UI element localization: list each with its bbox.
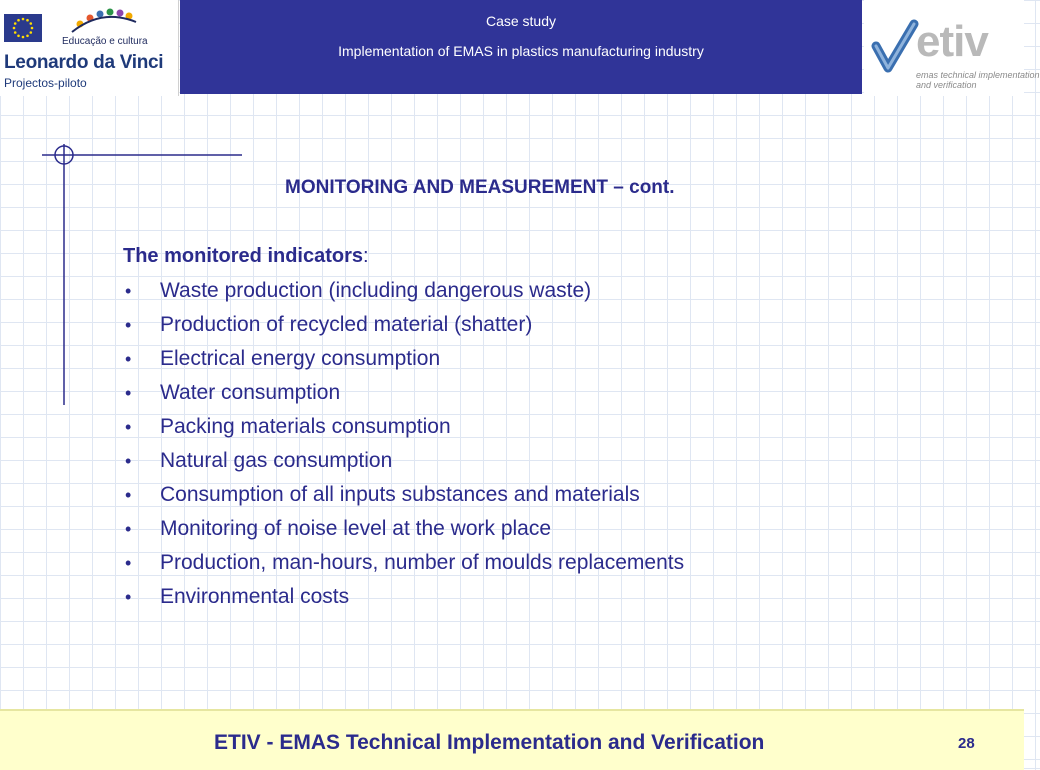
bullet-icon: • — [125, 587, 132, 607]
bullet-icon: • — [125, 383, 132, 403]
eu-flag-icon — [4, 14, 42, 42]
list-item-text: Production of recycled material (shatter) — [160, 313, 533, 336]
etiv-tagline-line2: and verification — [916, 80, 977, 90]
etiv-tagline-line1: emas technical implementation — [916, 70, 1040, 80]
list-item — [123, 447, 684, 481]
indicator-list — [123, 277, 684, 617]
list-item — [123, 379, 684, 413]
list-item-text: Electrical energy consumption — [160, 347, 441, 370]
indicators-heading-text: The monitored indicators — [123, 245, 364, 267]
indicators-heading-colon: : — [363, 245, 369, 267]
bullet-icon: • — [125, 553, 132, 573]
bullet-icon: • — [125, 349, 132, 369]
bullet-icon: • — [125, 451, 132, 471]
list-item-text: Consumption of all inputs substances and materials — [160, 483, 640, 506]
list-item-text: Packing materials consumption — [160, 415, 451, 438]
list-item — [123, 413, 684, 447]
list-item-text: Environmental costs — [160, 585, 350, 608]
etiv-wordmark: etiv — [916, 17, 988, 66]
bullet-icon: • — [125, 281, 132, 301]
program-stars-icon — [66, 2, 140, 36]
list-item-text: Natural gas consumption — [160, 449, 393, 472]
etiv-logo — [864, 0, 1040, 96]
header-title: Case study — [485, 13, 557, 29]
list-item — [123, 515, 684, 549]
list-item — [123, 481, 684, 515]
leonardo-da-vinci-logo — [0, 0, 179, 96]
list-item-text: Water consumption — [160, 381, 341, 404]
slide-title: MONITORING AND MEASUREMENT – cont. — [285, 177, 675, 198]
footer-text: ETIV - EMAS Technical Implementation and Verification — [214, 731, 765, 754]
list-item-text: Monitoring of noise level at the work place — [160, 517, 552, 540]
program-text: Educação e cultura — [62, 36, 148, 47]
list-item — [123, 345, 684, 379]
bullet-icon: • — [125, 417, 132, 437]
indicators-heading — [123, 245, 369, 268]
header-band — [180, 0, 862, 94]
brand-name: Leonardo da Vinci — [4, 52, 164, 73]
list-item — [123, 583, 684, 617]
etiv-tagline — [916, 70, 1040, 90]
footer-bar — [0, 709, 1024, 770]
brand-subtitle: Projectos-piloto — [4, 76, 87, 90]
bullet-icon: • — [125, 519, 132, 539]
bullet-icon: • — [125, 485, 132, 505]
page-number: 28 — [958, 735, 975, 752]
list-item — [123, 549, 684, 583]
list-item-text: Waste production (including dangerous waste) — [160, 279, 592, 302]
header-subtitle: Implementation of EMAS in plastics manufacturing industry — [338, 43, 704, 59]
list-item — [123, 277, 684, 311]
list-item-text: Production, man-hours, number of moulds replacements — [160, 551, 685, 574]
list-item — [123, 311, 684, 345]
bullet-icon: • — [125, 315, 132, 335]
